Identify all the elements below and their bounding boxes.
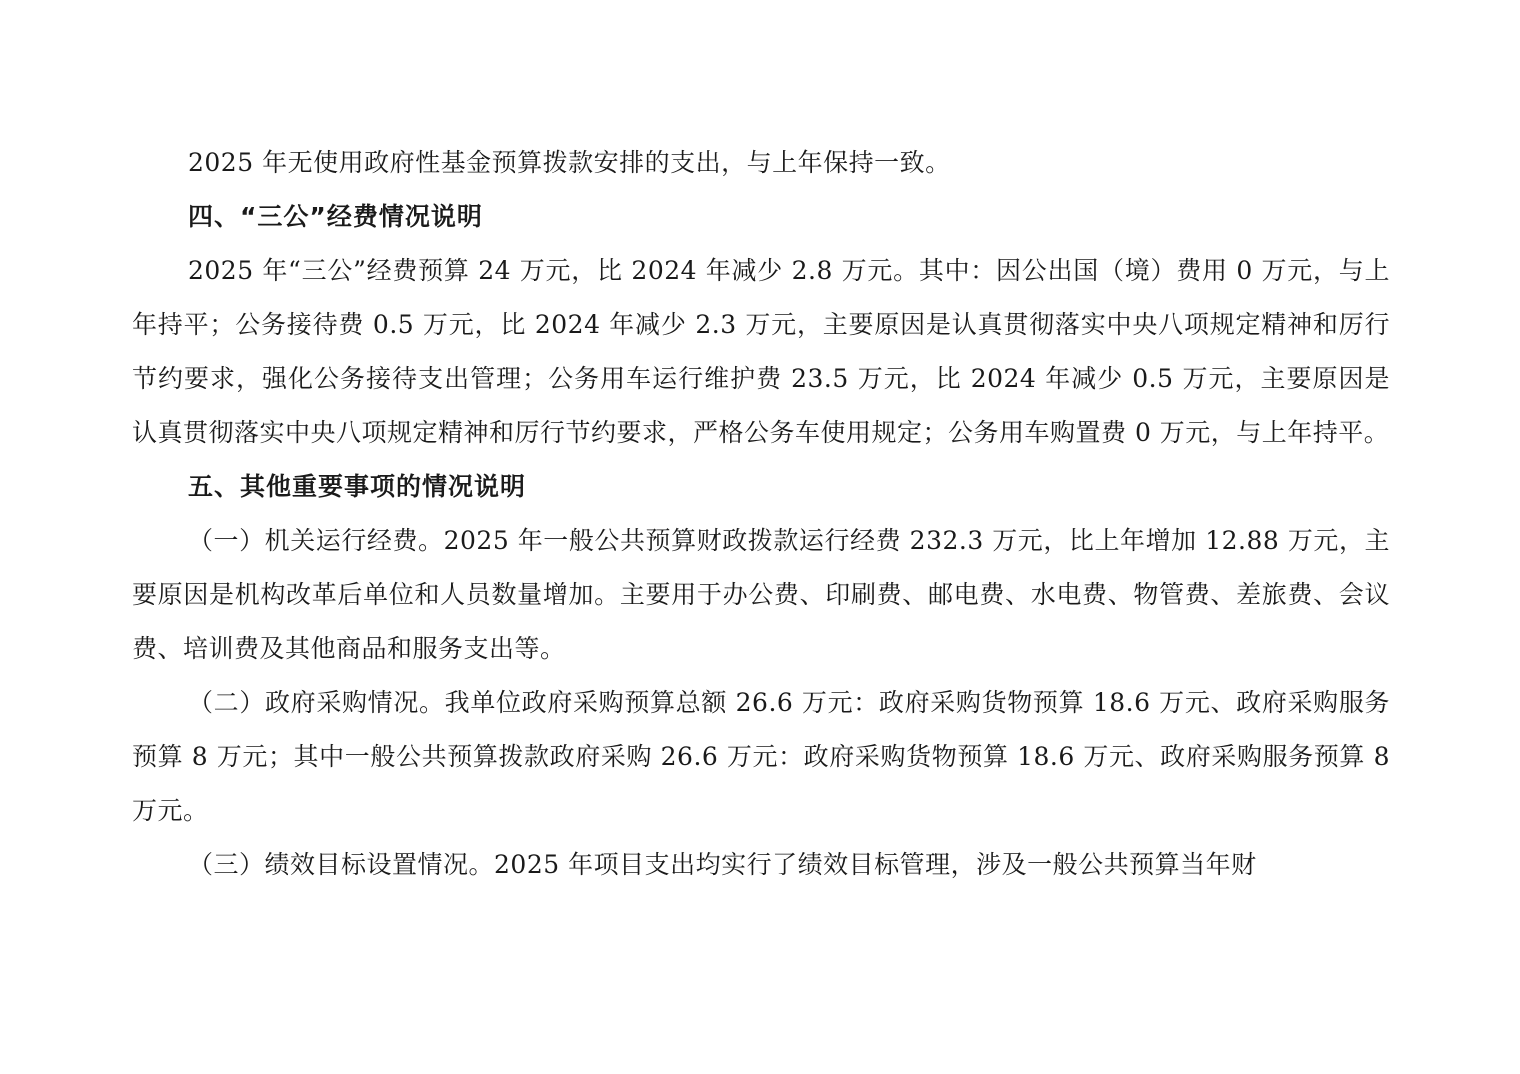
paragraph-three-public-expenses: 2025 年“三公”经费预算 24 万元，比 2024 年减少 2.8 万元。其中：因公出国（境）费用 0 万元，与上年持平；公务接待费 0.5 万元，比 2024 年减少 2.3 万元，主要原因是认真贯彻落实中央八项规定精神和厉行节约要求，强化公务接待支出管理；公务用车运行维护费 23.5 万元，比 2024 年减少 0.5 万元，主要原因是认真贯彻落实中央八项规定精神和厉行节约要求，严格公务车使用规定；公务用车购置费 0 万元，与上年持平。 xyxy=(132,256,1390,447)
paragraph-performance-targets: （三）绩效目标设置情况。2025 年项目支出均实行了绩效目标管理，涉及一般公共预算当年财 xyxy=(188,850,1257,879)
paragraph-agency-operating-expenses: （一）机关运行经费。2025 年一般公共预算财政拨款运行经费 232.3 万元，比上年增加 12.88 万元，主要原因是机构改革后单位和人员数量增加。主要用于办公费、印刷费、邮电费、水电费、物管费、差旅费、会议费、培训费及其他商品和服务支出等。 xyxy=(132,526,1390,663)
heading-three-public-expenses: 四、“三公”经费情况说明 xyxy=(188,202,483,231)
document-body xyxy=(132,136,1390,892)
paragraph-government-procurement: （二）政府采购情况。我单位政府采购预算总额 26.6 万元：政府采购货物预算 18.6 万元、政府采购服务预算 8 万元；其中一般公共预算拨款政府采购 26.6 万元：政府采购货物预算 18.6 万元、政府采购服务预算 8 万元。 xyxy=(132,688,1390,825)
paragraph-fund-budget: 2025 年无使用政府性基金预算拨款安排的支出，与上年保持一致。 xyxy=(188,148,951,177)
heading-other-important-matters: 五、其他重要事项的情况说明 xyxy=(188,472,527,501)
